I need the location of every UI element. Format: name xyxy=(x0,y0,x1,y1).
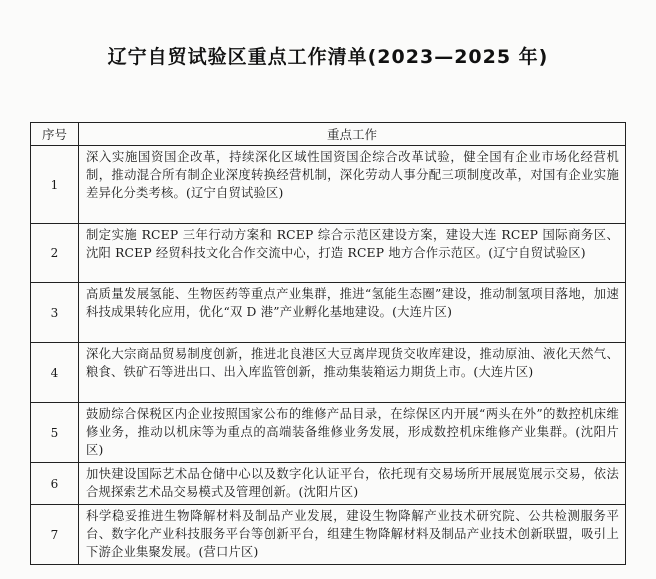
table-header-row xyxy=(31,123,626,146)
row-number: 2 xyxy=(31,224,79,283)
table-row xyxy=(31,403,626,463)
table-row xyxy=(31,283,626,343)
row-number: 5 xyxy=(31,403,79,463)
row-number: 4 xyxy=(31,343,79,403)
table-row xyxy=(31,463,626,505)
table-row xyxy=(31,224,626,283)
document-title: 辽宁自贸试验区重点工作清单(2023—2025 年) xyxy=(107,46,549,68)
row-number: 7 xyxy=(31,505,79,565)
task-text: 深化大宗商品贸易制度创新，推进北良港区大豆离岸现货交收库建设，推动原油、液化天然气、粮食、铁矿石等进出口、出入库监管创新，推动集装箱运力期货上市。(大连片区) xyxy=(79,343,626,403)
table-row xyxy=(31,343,626,403)
key-tasks-table xyxy=(30,122,626,565)
task-text: 加快建设国际艺术品仓储中心以及数字化认证平台，依托现有交易场所开展展览展示交易，依法合规探索艺术品交易模式及管理创新。(沈阳片区) xyxy=(79,463,626,505)
header-key-task: 重点工作 xyxy=(79,123,626,146)
table-row xyxy=(31,505,626,565)
table-row xyxy=(31,146,626,224)
task-text: 深入实施国资国企改革，持续深化区域性国资国企综合改革试验，健全国有企业市场化经营机制，推动混合所有制企业深度转换经营机制，深化劳动人事分配三项制度改革，对国有企业实施差异化分类考核。(辽宁自贸试验区) xyxy=(79,146,626,224)
task-text: 高质量发展氢能、生物医药等重点产业集群，推进“氢能生态圈”建设，推动制氢项目落地，加速科技成果转化应用，优化“双 D 港”产业孵化基地建设。(大连片区) xyxy=(79,283,626,343)
task-text: 鼓励综合保税区内企业按照国家公布的维修产品目录，在综保区内开展“两头在外”的数控机床维修业务，推动以机床等为重点的高端装备维修业务发展，形成数控机床维修产业集群。(沈阳片区) xyxy=(79,403,626,463)
header-serial-number: 序号 xyxy=(31,123,79,146)
row-number: 6 xyxy=(31,463,79,505)
task-text: 制定实施 RCEP 三年行动方案和 RCEP 综合示范区建设方案，建设大连 RCEP 国际商务区、沈阳 RCEP 经贸科技文化合作交流中心，打造 RCEP 地方合作示范区。(辽宁自贸试验区) xyxy=(79,224,626,283)
task-text: 科学稳妥推进生物降解材料及制品产业发展，建设生物降解产业技术研究院、公共检测服务平台、数字化产业科技服务平台等创新平台，组建生物降解材料及制品产业技术创新联盟，吸引上下游企业集聚发展。(营口片区) xyxy=(79,505,626,565)
row-number: 3 xyxy=(31,283,79,343)
row-number: 1 xyxy=(31,146,79,224)
